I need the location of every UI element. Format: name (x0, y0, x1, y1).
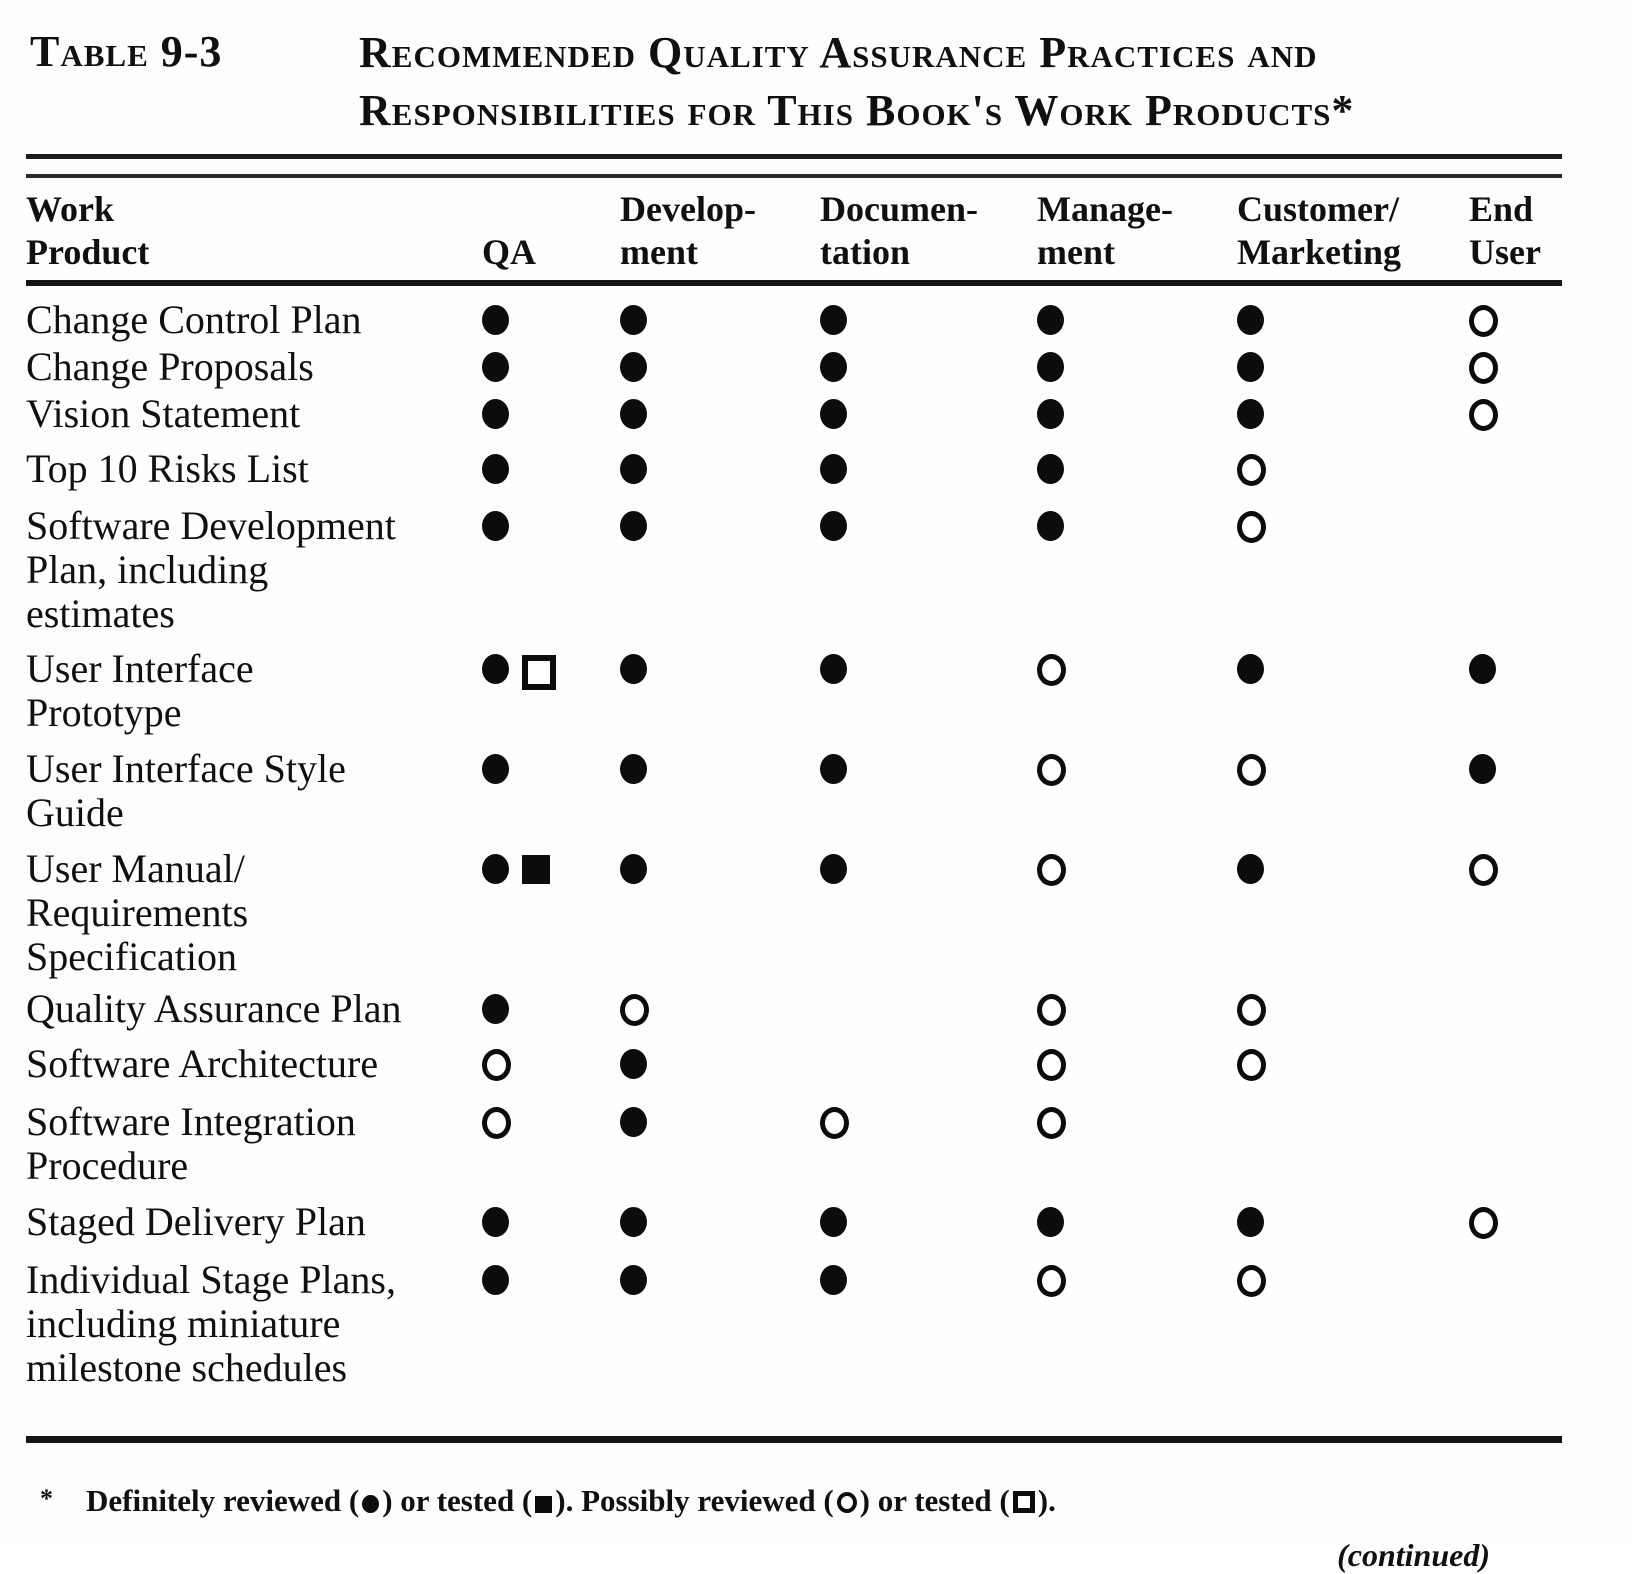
qa-cell (430, 987, 575, 1031)
management-cell (990, 987, 1185, 1031)
customer-marketing-cell (1185, 1200, 1420, 1244)
top-double-rule (26, 154, 1562, 178)
end-user-cell (1420, 987, 1562, 1031)
development-cell (575, 298, 780, 342)
open-circle-symbol (482, 1049, 511, 1081)
work-product-line: Requirements (26, 890, 249, 935)
customer-marketing-cell (1185, 1100, 1420, 1188)
work-product-cell (26, 747, 430, 835)
column-header-line: tation (820, 232, 910, 272)
documentation-cell (780, 447, 990, 491)
work-product-line: User Manual/ (26, 846, 245, 891)
documentation-cell (780, 345, 990, 389)
filled-circle-symbol (1037, 352, 1064, 382)
end-user-cell (1420, 847, 1562, 979)
table-row (26, 1100, 1562, 1188)
open-circle-symbol (820, 1107, 849, 1139)
end-user-cell (1420, 1100, 1562, 1188)
end-user-cell (1420, 504, 1562, 636)
qa-cell (430, 298, 575, 342)
work-product-cell (26, 504, 430, 636)
filled-square-legend-symbol (535, 1496, 552, 1513)
table-row (26, 345, 1562, 389)
filled-circle-symbol (482, 854, 509, 884)
documentation-cell (780, 1200, 990, 1244)
table-row (26, 1258, 1562, 1390)
filled-circle-symbol (620, 1049, 647, 1079)
table-body (26, 298, 1562, 1390)
open-circle-symbol (1037, 994, 1066, 1026)
footnote-asterisk: * (40, 1484, 53, 1513)
customer-marketing-cell (1185, 504, 1420, 636)
open-circle-symbol (1237, 1265, 1266, 1297)
column-header-documentation (780, 188, 990, 274)
filled-circle-symbol (482, 994, 509, 1024)
qa-cell (430, 1100, 575, 1188)
customer-marketing-cell (1185, 647, 1420, 735)
work-product-line: Software Development (26, 503, 396, 548)
end-user-cell (1420, 392, 1562, 436)
table-row (26, 987, 1562, 1031)
management-cell (990, 1200, 1185, 1244)
management-cell (990, 298, 1185, 342)
column-header-line: ment (620, 232, 698, 272)
work-product-line: Quality Assurance Plan (26, 986, 402, 1031)
development-cell (575, 847, 780, 979)
work-product-line: Change Proposals (26, 344, 314, 389)
table-bottom-rule (26, 1436, 1562, 1443)
column-header-line: Documen- (820, 189, 978, 229)
column-header-line: Work (26, 189, 115, 229)
development-cell (575, 1042, 780, 1086)
open-circle-symbol (482, 1107, 511, 1139)
work-product-line: Vision Statement (26, 391, 301, 436)
development-cell (575, 1258, 780, 1390)
documentation-cell (780, 747, 990, 835)
table-content (26, 0, 1562, 1574)
management-cell (990, 747, 1185, 835)
qa-cell (430, 447, 575, 491)
footnote-segment: Definitely reviewed ( (86, 1483, 360, 1518)
filled-circle-symbol (620, 854, 647, 884)
filled-circle-symbol (620, 352, 647, 382)
work-product-cell (26, 1100, 430, 1188)
table-row (26, 1042, 1562, 1086)
qa-cell (430, 345, 575, 389)
open-circle-legend-symbol (837, 1492, 857, 1513)
customer-marketing-cell (1185, 298, 1420, 342)
open-square-symbol (522, 655, 556, 690)
end-user-cell (1420, 1258, 1562, 1390)
documentation-cell (780, 1100, 990, 1188)
development-cell (575, 504, 780, 636)
customer-marketing-cell (1185, 1258, 1420, 1390)
filled-circle-symbol (820, 754, 847, 784)
open-circle-symbol (1037, 754, 1066, 786)
table-row (26, 298, 1562, 342)
open-circle-symbol (1237, 994, 1266, 1026)
filled-circle-symbol (1237, 305, 1264, 335)
filled-circle-symbol (482, 352, 509, 382)
work-product-line: User Interface Style (26, 746, 346, 791)
filled-circle-symbol (1037, 511, 1064, 541)
work-product-line: including miniature (26, 1301, 341, 1346)
documentation-cell (780, 1042, 990, 1086)
development-cell (575, 447, 780, 491)
table-row (26, 747, 1562, 835)
work-product-line: Individual Stage Plans, (26, 1257, 396, 1302)
open-circle-symbol (1237, 454, 1266, 486)
open-circle-symbol (1037, 1107, 1066, 1139)
development-cell (575, 392, 780, 436)
qa-cell (430, 1200, 575, 1244)
open-circle-symbol (1469, 305, 1498, 337)
filled-circle-symbol (620, 305, 647, 335)
end-user-cell (1420, 1042, 1562, 1086)
management-cell (990, 447, 1185, 491)
end-user-cell (1420, 1200, 1562, 1244)
work-product-line: Change Control Plan (26, 297, 362, 342)
filled-circle-symbol (1237, 1207, 1264, 1237)
documentation-cell (780, 847, 990, 979)
end-user-cell (1420, 345, 1562, 389)
end-user-cell (1420, 447, 1562, 491)
column-header-line: Marketing (1237, 232, 1401, 272)
filled-circle-symbol (820, 352, 847, 382)
filled-circle-symbol (482, 1207, 509, 1237)
customer-marketing-cell (1185, 345, 1420, 389)
filled-circle-legend-symbol (362, 1495, 379, 1513)
filled-circle-symbol (820, 454, 847, 484)
work-product-cell (26, 392, 430, 436)
open-circle-symbol (1037, 654, 1066, 686)
footnote (26, 1481, 1562, 1521)
qa-cell (430, 1042, 575, 1086)
management-cell (990, 847, 1185, 979)
qa-cell (430, 392, 575, 436)
column-header-line: ment (1037, 232, 1115, 272)
open-circle-symbol (1469, 399, 1498, 431)
table-header-row (26, 178, 1562, 280)
customer-marketing-cell (1185, 1042, 1420, 1086)
work-product-line: Prototype (26, 690, 182, 735)
qa-cell (430, 504, 575, 636)
column-header-qa (430, 188, 575, 274)
filled-circle-symbol (1469, 754, 1496, 784)
column-header-line: Product (26, 232, 150, 272)
footnote-text (86, 1481, 1056, 1521)
work-product-line: User Interface (26, 646, 254, 691)
table-number-label: Table 9-3 (30, 27, 223, 76)
documentation-cell (780, 1258, 990, 1390)
table-row (26, 447, 1562, 491)
work-product-cell (26, 847, 430, 979)
filled-circle-symbol (820, 654, 847, 684)
table-title-line1: Recommended Quality Assurance Practices and (359, 28, 1318, 77)
end-user-cell (1420, 647, 1562, 735)
open-circle-symbol (1037, 1049, 1066, 1081)
qa-cell (430, 647, 575, 735)
filled-circle-symbol (482, 399, 509, 429)
filled-circle-symbol (482, 754, 509, 784)
filled-circle-symbol (820, 1265, 847, 1295)
filled-circle-symbol (620, 1265, 647, 1295)
work-product-cell (26, 987, 430, 1031)
filled-circle-symbol (1237, 654, 1264, 684)
table-row (26, 847, 1562, 979)
column-header-end-user (1420, 188, 1562, 274)
filled-circle-symbol (1037, 305, 1064, 335)
filled-circle-symbol (482, 454, 509, 484)
work-product-line: Staged Delivery Plan (26, 1199, 366, 1244)
header-bottom-rule (26, 280, 1562, 286)
table-title-line2: Responsibilities for This Book's Work Products* (359, 86, 1355, 135)
filled-circle-symbol (820, 1207, 847, 1237)
management-cell (990, 1100, 1185, 1188)
filled-circle-symbol (482, 305, 509, 335)
column-header-line: Develop- (620, 189, 756, 229)
qa-cell (430, 1258, 575, 1390)
development-cell (575, 1200, 780, 1244)
work-product-line: milestone schedules (26, 1345, 348, 1390)
work-product-line: Software Architecture (26, 1041, 379, 1086)
work-product-line: Specification (26, 934, 238, 979)
column-header-line: End (1469, 189, 1534, 229)
open-circle-symbol (620, 994, 649, 1026)
filled-circle-symbol (820, 511, 847, 541)
management-cell (990, 1258, 1185, 1390)
column-header-management (990, 188, 1185, 274)
filled-circle-symbol (1237, 352, 1264, 382)
work-product-cell (26, 1042, 430, 1086)
footnote-segment: ). (1037, 1483, 1056, 1518)
column-header-line: Manage- (1037, 189, 1173, 229)
management-cell (990, 504, 1185, 636)
work-product-cell (26, 647, 430, 735)
column-header-line: User (1469, 232, 1541, 272)
customer-marketing-cell (1185, 747, 1420, 835)
qa-cell (430, 747, 575, 835)
filled-circle-symbol (820, 305, 847, 335)
management-cell (990, 345, 1185, 389)
filled-circle-symbol (1237, 399, 1264, 429)
table-title (359, 24, 1354, 140)
footnote-segment: ) or tested ( (859, 1483, 1010, 1518)
column-header-customer-marketing (1185, 188, 1420, 274)
footnote-segment: ). Possibly reviewed ( (555, 1483, 834, 1518)
work-product-line: Procedure (26, 1143, 189, 1188)
documentation-cell (780, 298, 990, 342)
work-product-line: Top 10 Risks List (26, 446, 309, 491)
development-cell (575, 1100, 780, 1188)
work-product-cell (26, 298, 430, 342)
filled-circle-symbol (1037, 1207, 1064, 1237)
documentation-cell (780, 504, 990, 636)
column-header-line: QA (482, 232, 536, 272)
filled-circle-symbol (1237, 854, 1264, 884)
development-cell (575, 345, 780, 389)
column-header-line: Customer/ (1237, 189, 1399, 229)
customer-marketing-cell (1185, 987, 1420, 1031)
filled-square-symbol (522, 855, 550, 884)
filled-circle-symbol (620, 654, 647, 684)
documentation-cell (780, 647, 990, 735)
filled-circle-symbol (620, 1207, 647, 1237)
filled-circle-symbol (482, 654, 509, 684)
customer-marketing-cell (1185, 392, 1420, 436)
development-cell (575, 987, 780, 1031)
filled-circle-symbol (1037, 399, 1064, 429)
filled-circle-symbol (620, 399, 647, 429)
open-circle-symbol (1469, 1207, 1498, 1239)
open-circle-symbol (1469, 854, 1498, 886)
work-product-line: estimates (26, 591, 175, 636)
column-header-work-product (26, 188, 430, 274)
work-product-line: Plan, including (26, 547, 269, 592)
work-product-line: Software Integration (26, 1099, 356, 1144)
end-user-cell (1420, 747, 1562, 835)
filled-circle-symbol (620, 511, 647, 541)
development-cell (575, 647, 780, 735)
open-circle-symbol (1037, 854, 1066, 886)
work-product-cell (26, 1258, 430, 1390)
open-circle-symbol (1237, 511, 1266, 543)
column-header-development (575, 188, 780, 274)
table-row (26, 504, 1562, 636)
filled-circle-symbol (482, 1265, 509, 1295)
management-cell (990, 647, 1185, 735)
open-circle-symbol (1237, 1049, 1266, 1081)
work-product-cell (26, 345, 430, 389)
table-caption (26, 24, 1562, 140)
end-user-cell (1420, 298, 1562, 342)
filled-circle-symbol (1037, 454, 1064, 484)
open-circle-symbol (1037, 1265, 1066, 1297)
footnote-segment: ) or tested ( (382, 1483, 533, 1518)
filled-circle-symbol (620, 754, 647, 784)
table-row (26, 647, 1562, 735)
table-row (26, 392, 1562, 436)
qa-cell (430, 847, 575, 979)
customer-marketing-cell (1185, 847, 1420, 979)
filled-circle-symbol (820, 399, 847, 429)
table-row (26, 1200, 1562, 1244)
filled-circle-symbol (620, 454, 647, 484)
work-product-cell (26, 1200, 430, 1244)
filled-circle-symbol (620, 1107, 647, 1137)
open-circle-symbol (1237, 754, 1266, 786)
filled-circle-symbol (1469, 654, 1496, 684)
documentation-cell (780, 392, 990, 436)
open-circle-symbol (1469, 352, 1498, 384)
work-product-line: Guide (26, 790, 124, 835)
development-cell (575, 747, 780, 835)
filled-circle-symbol (482, 511, 509, 541)
work-product-cell (26, 447, 430, 491)
management-cell (990, 392, 1185, 436)
documentation-cell (780, 987, 990, 1031)
continued-label: (continued) (1337, 1537, 1490, 1573)
customer-marketing-cell (1185, 447, 1420, 491)
filled-circle-symbol (820, 854, 847, 884)
management-cell (990, 1042, 1185, 1086)
open-square-legend-symbol (1013, 1491, 1035, 1513)
